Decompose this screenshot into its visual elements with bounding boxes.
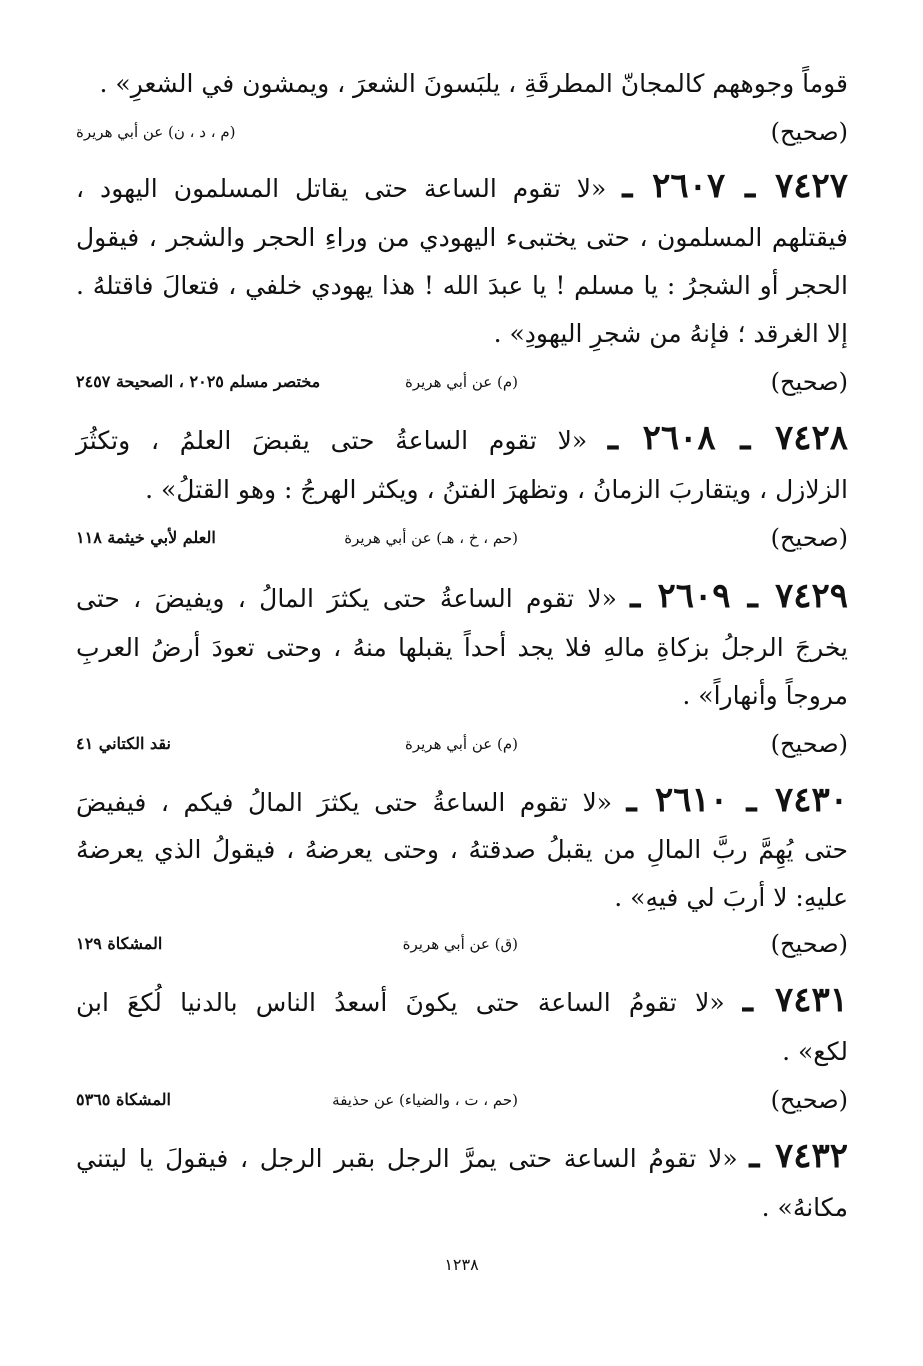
hadith-first-line bbox=[76, 980, 848, 1020]
text-line: قوماً وجوههم كالمجانّ المطرقَةِ ، يلبَسونَ الشعرَ ، ويمشون في الشعرِ» . bbox=[99, 69, 848, 98]
grade-label: (صحيح) bbox=[770, 524, 848, 552]
source-label: (م) عن أبي هريرة bbox=[404, 373, 518, 391]
text-line: مكانهُ» . bbox=[761, 1193, 848, 1222]
hadith-number: ٧٤٢٨ ـ ٢٦٠٨ ـ bbox=[607, 418, 848, 458]
grade-label: (صحيح) bbox=[770, 368, 848, 396]
text-line: الحجر أو الشجرُ : يا مسلم ! يا عبدَ الله ! هذا يهودي خلفي ، فتعالَ فاقتلهُ . bbox=[76, 271, 848, 300]
hadith-first-line bbox=[76, 166, 848, 206]
text-line: عليهِ: لا أربَ لي فيهِ» . bbox=[614, 883, 848, 912]
hadith-first-line bbox=[76, 1136, 848, 1176]
source-label: (ق) عن أبي هريرة bbox=[402, 935, 518, 953]
text-line: إلا الغرقد ؛ فإنهُ من شجرِ اليهودِ» . bbox=[493, 319, 848, 348]
reference-line bbox=[76, 928, 848, 960]
text-line: «لا تقوم الساعةُ حتى يقبضَ العلمُ ، وتكثُرَ bbox=[76, 426, 588, 455]
reference-line bbox=[76, 1084, 848, 1116]
hadith-first-line bbox=[76, 780, 848, 820]
text-line: «لا تقوم الساعةُ حتى يكثرَ المالُ ، ويفيضَ ، حتى bbox=[76, 584, 617, 613]
hadith-number: ٧٤٢٩ ـ ٢٦٠٩ ـ bbox=[630, 576, 848, 616]
reference-line bbox=[76, 728, 848, 760]
book-reference: مختصر مسلم ٢٠٢٥ ، الصحيحة ٢٤٥٧ bbox=[76, 372, 321, 391]
text-line: لكع» . bbox=[782, 1037, 848, 1066]
source-label: (حم ، خ ، هـ) عن أبي هريرة bbox=[344, 529, 518, 547]
hadith-number: ٧٤٢٧ ـ ٢٦٠٧ ـ bbox=[622, 166, 848, 206]
source-label: (م ، د ، ن) عن أبي هريرة bbox=[76, 123, 236, 141]
book-reference: المشكاة ١٢٩ bbox=[76, 934, 163, 953]
text-line: حتى يُهِمَّ ربَّ المالِ من يقبلُ صدقتهُ ، وحتى يعرضهُ ، فيقولُ الذي يعرضهُ bbox=[76, 835, 848, 864]
source-label: (حم ، ت ، والضياء) عن حذيفة bbox=[332, 1091, 518, 1109]
hadith-number: ٧٤٣١ ـ bbox=[742, 980, 848, 1020]
reference-line bbox=[76, 366, 848, 398]
hadith-first-line bbox=[76, 576, 848, 616]
text-line: «لا تقوم الساعة حتى يقاتل المسلمون اليهود ، bbox=[76, 174, 607, 203]
hadith-number: ٧٤٣٢ ـ bbox=[749, 1136, 848, 1176]
text-line: مروجاً وأنهاراً» . bbox=[682, 681, 848, 710]
book-reference: العلم لأبي خيثمة ١١٨ bbox=[76, 528, 216, 547]
grade-label: (صحيح) bbox=[770, 930, 848, 958]
text-line: الزلازل ، ويتقاربَ الزمانُ ، وتظهرَ الفتنُ ، ويكثر الهرجُ : وهو القتلُ» . bbox=[145, 475, 848, 504]
text-line: «لا تقومُ الساعة حتى يمرَّ الرجل بقبر الرجل ، فيقولَ يا ليتني bbox=[76, 1144, 738, 1173]
grade-label: (صحيح) bbox=[770, 118, 848, 146]
reference-line bbox=[76, 522, 848, 554]
text-line: فيقتلهم المسلمون ، حتى يختبىء اليهودي من وراءِ الحجر والشجر ، فيقول bbox=[76, 223, 848, 252]
source-label: (م) عن أبي هريرة bbox=[404, 735, 518, 753]
text-line: يخرجَ الرجلُ بزكاةِ مالهِ فلا يجد أحداً يقبلها منهُ ، وحتى تعودَ أرضُ العربِ bbox=[76, 633, 848, 662]
grade-label: (صحيح) bbox=[770, 1086, 848, 1114]
text-line: «لا تقومُ الساعة حتى يكونَ أسعدُ الناس بالدنيا لُكعَ ابن bbox=[76, 988, 725, 1017]
book-reference: المشكاة ٥٣٦٥ bbox=[76, 1090, 171, 1109]
hadith-first-line bbox=[76, 418, 848, 458]
hadith-number: ٧٤٣٠ ـ ٢٦١٠ ـ bbox=[626, 780, 848, 820]
reference-line bbox=[76, 116, 848, 148]
page-number: ١٢٣٨ bbox=[444, 1255, 479, 1274]
text-line: «لا تقوم الساعةُ حتى يكثرَ المالُ فيكم ، فيفيضَ bbox=[76, 788, 612, 817]
grade-label: (صحيح) bbox=[770, 730, 848, 758]
book-reference: نقد الكتاني ٤١ bbox=[76, 734, 171, 753]
